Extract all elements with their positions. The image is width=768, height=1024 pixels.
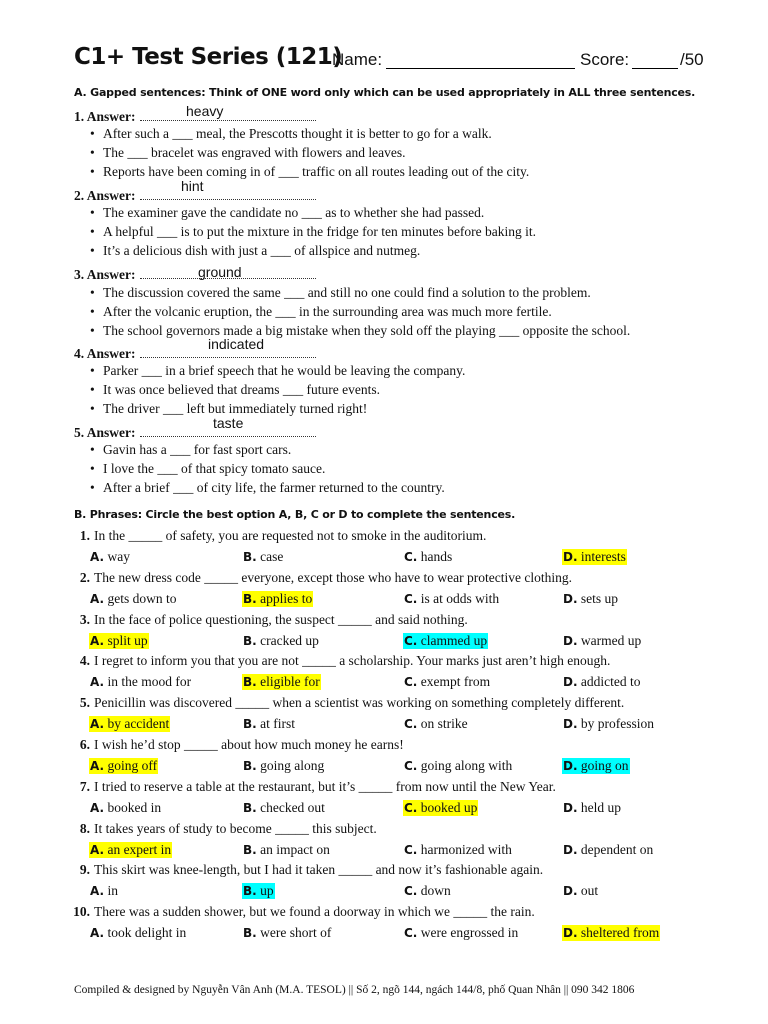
option-letter: B. bbox=[243, 634, 257, 648]
question-2 bbox=[70, 570, 572, 586]
option-a[interactable] bbox=[89, 800, 162, 816]
sentence: • After such a ___ meal, the Prescotts thought it is better to go for a walk. bbox=[90, 124, 529, 143]
option-text: down bbox=[420, 883, 451, 898]
option-letter: B. bbox=[243, 592, 257, 606]
option-text: booked up bbox=[420, 800, 478, 815]
option-d[interactable] bbox=[562, 883, 599, 899]
option-text: case bbox=[260, 549, 284, 564]
answer-label: 3. Answer: bbox=[74, 267, 136, 282]
question-number: 2. bbox=[79, 570, 90, 585]
option-text: exempt from bbox=[420, 674, 491, 689]
score-field-line[interactable] bbox=[632, 68, 678, 69]
option-text: an impact on bbox=[260, 842, 330, 857]
option-d[interactable] bbox=[562, 842, 654, 858]
question-9 bbox=[70, 862, 543, 878]
sentence: • It’s a delicious dish with just a ___ of allspice and nutmeg. bbox=[90, 241, 536, 260]
question-3 bbox=[70, 612, 468, 628]
answer-label: 5. Answer: bbox=[74, 425, 136, 440]
option-letter: C. bbox=[404, 592, 418, 606]
option-text: at first bbox=[260, 716, 295, 731]
option-d[interactable] bbox=[562, 549, 627, 565]
question-1 bbox=[70, 528, 486, 544]
score-label: Score: bbox=[580, 50, 630, 69]
option-d[interactable] bbox=[562, 674, 642, 690]
option-text: clammed up bbox=[420, 633, 488, 648]
option-letter: A. bbox=[90, 550, 105, 564]
written-answer-3: ground bbox=[198, 264, 242, 280]
option-a[interactable] bbox=[89, 633, 149, 649]
option-letter: A. bbox=[90, 717, 105, 731]
option-c[interactable] bbox=[403, 883, 452, 899]
option-letter: A. bbox=[90, 926, 105, 940]
name-label: Name: bbox=[332, 50, 383, 69]
option-b[interactable] bbox=[242, 883, 275, 899]
option-text: booked in bbox=[107, 800, 162, 815]
option-b[interactable] bbox=[242, 925, 332, 941]
question-text: The new dress code _____ everyone, except those who have to wear protective clothing. bbox=[94, 570, 572, 585]
option-d[interactable] bbox=[562, 800, 622, 816]
sentence: • After the volcanic eruption, the ___ in the surrounding area was much more fertile. bbox=[90, 302, 630, 321]
option-text: going on bbox=[580, 758, 629, 773]
written-answer-2: hint bbox=[181, 178, 204, 194]
option-letter: C. bbox=[404, 843, 418, 857]
option-letter: A. bbox=[90, 843, 105, 857]
question-4 bbox=[70, 653, 610, 669]
option-text: harmonized with bbox=[420, 842, 512, 857]
option-text: in bbox=[107, 883, 118, 898]
option-text: gets down to bbox=[107, 591, 177, 606]
sentence: • The examiner gave the candidate no ___ as to whether she had passed. bbox=[90, 203, 536, 222]
option-text: interests bbox=[580, 549, 626, 564]
option-a[interactable] bbox=[89, 674, 192, 690]
sentence: • Parker ___ in a brief speech that he would be leaving the company. bbox=[90, 361, 465, 380]
answer-label: 4. Answer: bbox=[74, 346, 136, 361]
question-number: 9. bbox=[79, 862, 90, 877]
question-text: Penicillin was discovered _____ when a scientist was working on something completely different. bbox=[94, 695, 625, 710]
sentence: • The discussion covered the same ___ and still no one could find a solution to the problem. bbox=[90, 283, 630, 302]
question-text: I wish he’d stop _____ about how much money he earns! bbox=[94, 737, 404, 752]
option-b[interactable] bbox=[242, 674, 321, 690]
question-text: This skirt was knee-length, but I had it taken _____ and now it’s fashionable again. bbox=[94, 862, 544, 877]
option-letter: A. bbox=[90, 759, 105, 773]
option-letter: D. bbox=[563, 675, 578, 689]
written-answer-1: heavy bbox=[186, 103, 224, 119]
option-letter: A. bbox=[90, 592, 105, 606]
question-number: 10. bbox=[73, 904, 90, 919]
option-letter: D. bbox=[563, 801, 578, 815]
option-d[interactable] bbox=[562, 925, 660, 941]
option-a[interactable] bbox=[89, 842, 172, 858]
option-letter: C. bbox=[404, 926, 418, 940]
option-letter: C. bbox=[404, 801, 418, 815]
sentence-list-5 bbox=[90, 440, 445, 497]
option-text: were engrossed in bbox=[420, 925, 519, 940]
question-number: 5. bbox=[79, 695, 90, 710]
option-text: held up bbox=[580, 800, 622, 815]
option-text: hands bbox=[420, 549, 453, 564]
sentence: • I love the ___ of that spicy tomato sauce. bbox=[90, 459, 445, 478]
option-text: addicted to bbox=[580, 674, 641, 689]
option-text: going along bbox=[260, 758, 325, 773]
name-field-line[interactable] bbox=[386, 68, 575, 69]
option-letter: D. bbox=[563, 592, 578, 606]
answer-label: 1. Answer: bbox=[74, 109, 136, 124]
option-text: warmed up bbox=[580, 633, 642, 648]
written-answer-5: taste bbox=[213, 415, 244, 431]
question-number: 3. bbox=[79, 612, 90, 627]
answer-label: 2. Answer: bbox=[74, 188, 136, 203]
option-a[interactable] bbox=[89, 716, 170, 732]
option-text: were short of bbox=[260, 925, 332, 940]
question-number: 8. bbox=[79, 821, 90, 836]
option-text: by profession bbox=[580, 716, 655, 731]
option-letter: C. bbox=[404, 884, 418, 898]
question-5 bbox=[70, 695, 624, 711]
option-b[interactable] bbox=[242, 633, 320, 649]
option-text: sets up bbox=[580, 591, 619, 606]
question-number: 4. bbox=[79, 653, 90, 668]
sentence: • A helpful ___ is to put the mixture in the fridge for ten minutes before baking it. bbox=[90, 222, 536, 241]
section-a-heading: A. Gapped sentences: Think of ONE word only which can be used appropriately in ALL three sentences. bbox=[74, 86, 696, 99]
option-text: on strike bbox=[420, 716, 468, 731]
option-c[interactable] bbox=[403, 800, 478, 816]
option-a[interactable] bbox=[89, 925, 187, 941]
option-b[interactable] bbox=[242, 591, 313, 607]
question-text: It takes years of study to become _____ this subject. bbox=[94, 821, 377, 836]
option-c[interactable] bbox=[403, 549, 453, 565]
option-letter: D. bbox=[563, 843, 578, 857]
option-letter: D. bbox=[563, 634, 578, 648]
option-a[interactable] bbox=[89, 758, 158, 774]
option-letter: B. bbox=[243, 675, 257, 689]
option-letter: B. bbox=[243, 843, 257, 857]
option-letter: B. bbox=[243, 550, 257, 564]
option-b[interactable] bbox=[242, 800, 326, 816]
option-c[interactable] bbox=[403, 633, 488, 649]
sentence: • Reports have been coming in of ___ traffic on all routes leading out of the city. bbox=[90, 162, 529, 181]
option-d[interactable] bbox=[562, 758, 630, 774]
sentence-list-2 bbox=[90, 203, 536, 260]
answer-line[interactable] bbox=[140, 189, 316, 200]
sentence: • After a brief ___ of city life, the farmer returned to the country. bbox=[90, 478, 445, 497]
question-6 bbox=[70, 737, 404, 753]
question-text: I tried to reserve a table at the restaurant, but it’s _____ from now until the New Year. bbox=[94, 779, 556, 794]
option-letter: C. bbox=[404, 634, 418, 648]
question-text: There was a sudden shower, but we found a doorway in which we _____ the rain. bbox=[94, 904, 535, 919]
option-letter: D. bbox=[563, 884, 578, 898]
sentence-list-4 bbox=[90, 361, 465, 418]
option-text: dependent on bbox=[580, 842, 654, 857]
question-8 bbox=[70, 821, 377, 837]
option-text: in the mood for bbox=[107, 674, 192, 689]
option-text: eligible for bbox=[260, 674, 320, 689]
option-text: is at odds with bbox=[420, 591, 500, 606]
page-title: C1+ Test Series (121) bbox=[74, 44, 343, 70]
question-text: In the _____ of safety, you are requested not to smoke in the auditorium. bbox=[94, 528, 487, 543]
option-text: checked out bbox=[260, 800, 325, 815]
option-c[interactable] bbox=[403, 842, 513, 858]
option-text: an expert in bbox=[107, 842, 172, 857]
sentence: • The school governors made a big mistake when they sold off the playing ___ opposite the school. bbox=[90, 321, 630, 340]
option-text: took delight in bbox=[107, 925, 187, 940]
option-c[interactable] bbox=[403, 758, 513, 774]
option-letter: B. bbox=[243, 759, 257, 773]
option-letter: A. bbox=[90, 801, 105, 815]
option-b[interactable] bbox=[242, 758, 325, 774]
option-d[interactable] bbox=[562, 716, 655, 732]
option-letter: B. bbox=[243, 926, 257, 940]
option-letter: C. bbox=[404, 717, 418, 731]
option-letter: C. bbox=[404, 550, 418, 564]
option-letter: A. bbox=[90, 675, 105, 689]
option-text: going along with bbox=[420, 758, 513, 773]
sentence: • The ___ bracelet was engraved with flowers and leaves. bbox=[90, 143, 529, 162]
question-number: 7. bbox=[79, 779, 90, 794]
option-b[interactable] bbox=[242, 716, 296, 732]
option-a[interactable] bbox=[89, 591, 177, 607]
option-text: going off bbox=[107, 758, 158, 773]
option-letter: C. bbox=[404, 675, 418, 689]
question-text: In the face of police questioning, the suspect _____ and said nothing. bbox=[94, 612, 468, 627]
sentence: • Gavin has a ___ for fast sport cars. bbox=[90, 440, 445, 459]
option-text: by accident bbox=[107, 716, 170, 731]
option-c[interactable] bbox=[403, 716, 469, 732]
footer-credit: Compiled & designed by Nguyễn Vân Anh (M.A. TESOL) || Số 2, ngõ 144, ngách 144/8, phố Quan Nhân || 090 342 1806 bbox=[74, 984, 635, 996]
option-text: split up bbox=[107, 633, 148, 648]
sentence-list-3 bbox=[90, 283, 630, 340]
option-letter: D. bbox=[563, 550, 578, 564]
question-text: I regret to inform you that you are not _____ a scholarship. Your marks just aren’t high enough. bbox=[94, 653, 611, 668]
sentence: • It was once believed that dreams ___ future events. bbox=[90, 380, 465, 399]
option-letter: A. bbox=[90, 884, 105, 898]
option-letter: C. bbox=[404, 759, 418, 773]
question-7 bbox=[70, 779, 556, 795]
written-answer-4: indicated bbox=[208, 336, 265, 352]
option-letter: A. bbox=[90, 634, 105, 648]
option-letter: B. bbox=[243, 801, 257, 815]
section-b-heading: B. Phrases: Circle the best option A, B, C or D to complete the sentences. bbox=[74, 508, 516, 521]
option-letter: D. bbox=[563, 926, 578, 940]
answer-line[interactable] bbox=[140, 110, 316, 121]
option-b[interactable] bbox=[242, 549, 284, 565]
question-number: 6. bbox=[79, 737, 90, 752]
option-text: way bbox=[107, 549, 130, 564]
option-text: sheltered from bbox=[580, 925, 660, 940]
option-letter: B. bbox=[243, 884, 257, 898]
option-d[interactable] bbox=[562, 591, 619, 607]
option-c[interactable] bbox=[403, 925, 519, 941]
option-c[interactable] bbox=[403, 674, 491, 690]
sentence: • The driver ___ left but immediately turned right! bbox=[90, 399, 465, 418]
question-10 bbox=[70, 904, 535, 920]
option-text: out bbox=[580, 883, 599, 898]
page-header bbox=[74, 44, 734, 80]
option-text: cracked up bbox=[260, 633, 319, 648]
option-c[interactable] bbox=[403, 591, 500, 607]
option-text: up bbox=[260, 883, 274, 898]
option-letter: D. bbox=[563, 759, 578, 773]
score-total: /50 bbox=[680, 50, 704, 69]
option-text: applies to bbox=[260, 591, 313, 606]
option-letter: B. bbox=[243, 717, 257, 731]
option-letter: D. bbox=[563, 717, 578, 731]
sentence-list-1 bbox=[90, 124, 529, 181]
option-b[interactable] bbox=[242, 842, 331, 858]
option-a[interactable] bbox=[89, 549, 131, 565]
option-a[interactable] bbox=[89, 883, 119, 899]
option-d[interactable] bbox=[562, 633, 642, 649]
question-number: 1. bbox=[79, 528, 90, 543]
